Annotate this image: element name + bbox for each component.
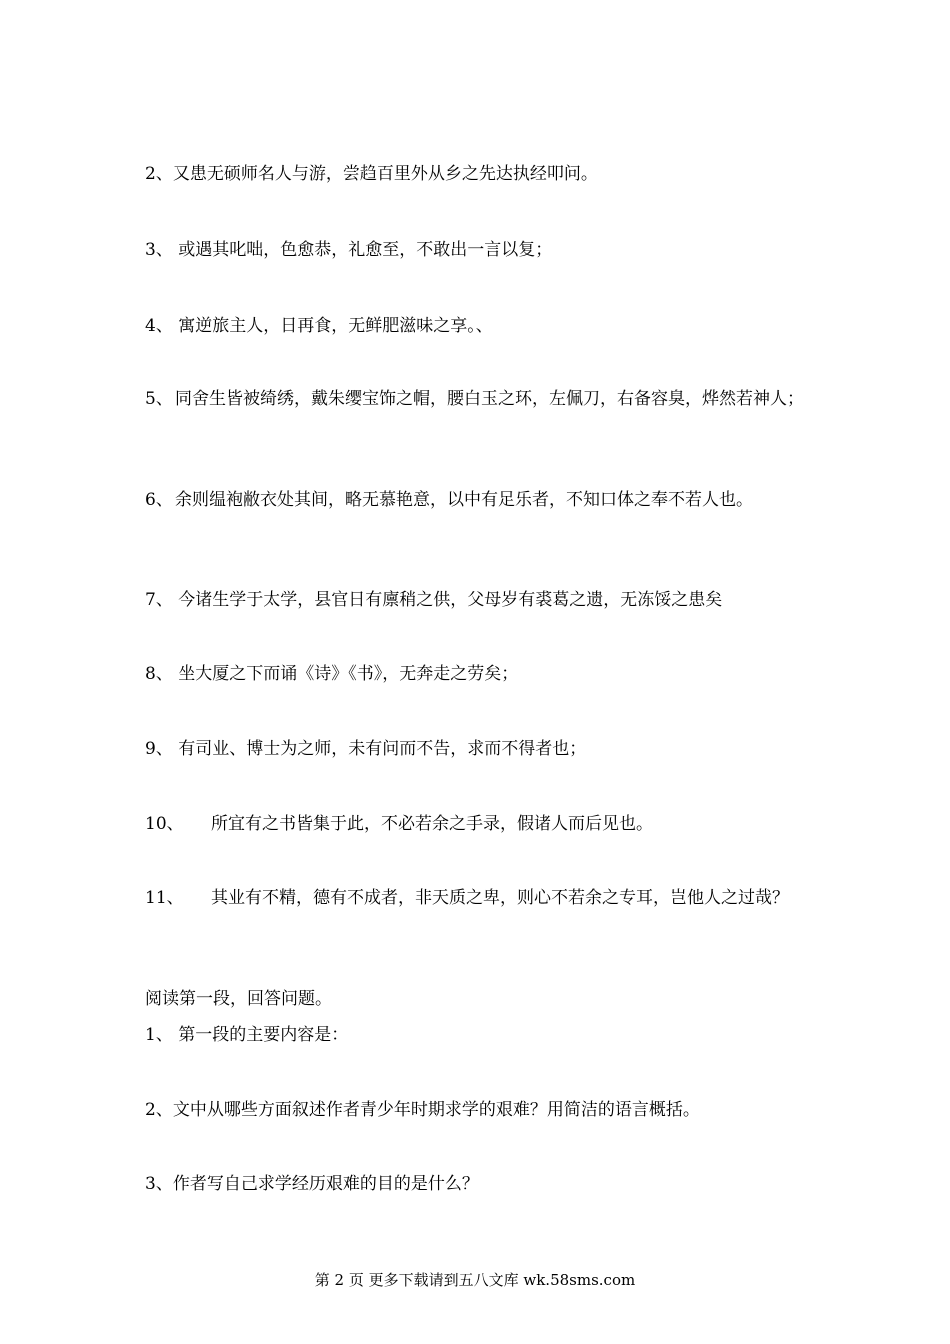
item-number: 3、 [145, 240, 173, 260]
item-5 [145, 385, 810, 413]
page-footer: 第 2 页 更多下载请到五八文库 wk.58sms.com [314, 1271, 636, 1289]
item-text: 今诸生学于太学，县官日有廪稍之供，父母岁有裘葛之遗，无冻馁之患矣 [178, 590, 723, 610]
item-text: 或遇其叱咄，色愈恭，礼愈至，不敢出一言以复； [178, 240, 553, 260]
item-6 [145, 486, 810, 514]
question-text: 作者写自己求学经历艰难的目的是什么？ [172, 1174, 479, 1194]
item-number: 2、 [145, 164, 173, 184]
item-text: 坐大厦之下而诵《诗》《书》，无奔走之劳矣； [178, 664, 519, 684]
item-text: 又患无硕师名人与游，尝趋百里外从乡之先达执经叩问。 [172, 164, 598, 184]
question-number: 2、 [145, 1100, 173, 1120]
item-2 [145, 160, 810, 188]
item-number: 9、 [145, 739, 173, 759]
item-text: 寓逆旅主人，日再食，无鲜肥滋味之享。、 [178, 316, 493, 336]
item-10 [145, 810, 810, 838]
item-9 [145, 735, 810, 763]
item-number: 6、 [145, 490, 173, 510]
item-8 [145, 660, 810, 688]
question-number: 1、 [145, 1025, 173, 1045]
item-7 [145, 586, 810, 614]
item-text: 其业有不精，德有不成者，非天质之卑，则心不若余之专耳，岂他人之过哉？ [211, 888, 789, 908]
item-number: 7、 [145, 590, 173, 610]
item-11 [145, 884, 810, 912]
item-4 [145, 312, 810, 340]
item-text: 余则缊袍敝衣处其间，略无慕艳意，以中有足乐者，不知口体之奉不若人也。 [175, 490, 753, 510]
section-title: 阅读第一段，回答问题。 [145, 989, 332, 1009]
item-text: 有司业、博士为之师，未有问而不告，求而不得者也； [178, 739, 587, 759]
item-number: 5、 [145, 389, 173, 409]
question-text: 第一段的主要内容是： [178, 1025, 349, 1045]
item-number: 11、 [145, 888, 184, 908]
item-text: 所宜有之书皆集于此，不必若余之手录，假诸人而后见也。 [211, 814, 653, 834]
question-2 [145, 1096, 810, 1124]
item-number: 10、 [145, 814, 184, 834]
item-3 [145, 236, 810, 264]
question-1 [145, 1021, 810, 1049]
question-number: 3、 [145, 1174, 173, 1194]
item-text: 同舍生皆被绮绣，戴朱缨宝饰之帽，腰白玉之环，左佩刀，右备容臭，烨然若神人； [175, 389, 804, 409]
item-number: 4、 [145, 316, 173, 336]
item-number: 8、 [145, 664, 173, 684]
question-3 [145, 1170, 810, 1198]
question-text: 文中从哪些方面叙述作者青少年时期求学的艰难？用简洁的语言概括。 [172, 1100, 700, 1120]
